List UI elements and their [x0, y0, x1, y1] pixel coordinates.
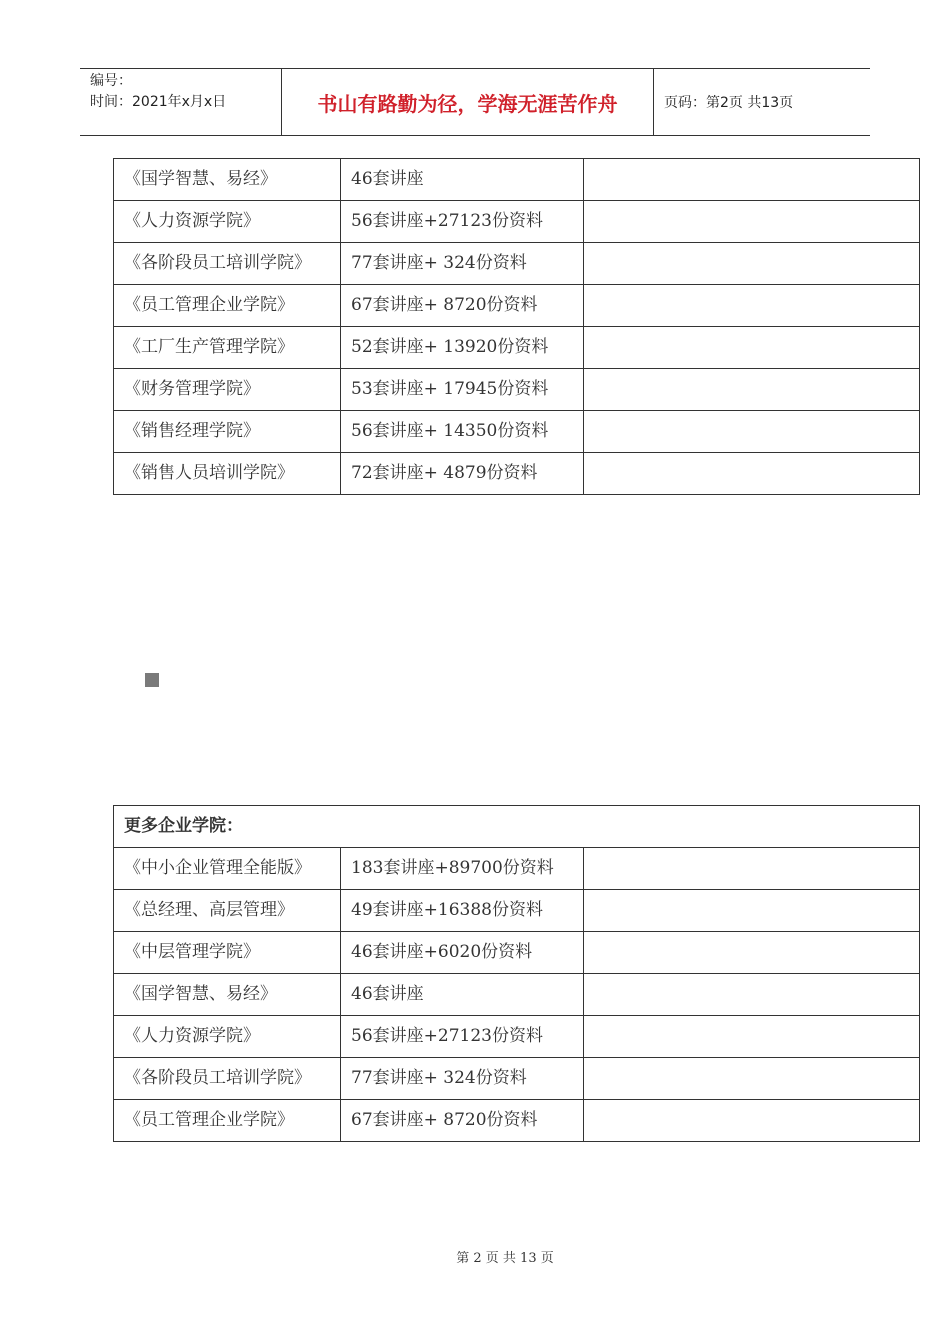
- course-note: [584, 974, 920, 1016]
- course-name: 《销售人员培训学院》: [114, 453, 341, 495]
- course-name: 《财务管理学院》: [114, 369, 341, 411]
- table-row: [114, 201, 920, 243]
- course-note: [584, 890, 920, 932]
- course-count: 77套讲座+ 324份资料: [341, 243, 584, 285]
- page-footer: 第 2 页 共 13 页: [456, 1251, 554, 1266]
- table-row: [114, 411, 920, 453]
- table-row: [114, 890, 920, 932]
- header-page-info: 页码：第2页 共13页: [664, 95, 794, 111]
- table-row: [114, 1058, 920, 1100]
- course-count: 56套讲座+27123份资料: [341, 1016, 584, 1058]
- square-bullet-icon: [145, 673, 159, 687]
- course-table-2: [113, 805, 920, 1142]
- course-name: 《人力资源学院》: [114, 201, 341, 243]
- course-count: 46套讲座+6020份资料: [341, 932, 584, 974]
- table-row: [114, 848, 920, 890]
- course-name: 《各阶段员工培训学院》: [114, 1058, 341, 1100]
- table-row: [114, 1100, 920, 1142]
- course-count: 49套讲座+16388份资料: [341, 890, 584, 932]
- course-note: [584, 159, 920, 201]
- course-note: [584, 201, 920, 243]
- page-header: [80, 68, 870, 136]
- table-row: [114, 159, 920, 201]
- course-name: 《工厂生产管理学院》: [114, 327, 341, 369]
- table-row: [114, 243, 920, 285]
- course-name: 《国学智慧、易经》: [114, 974, 341, 1016]
- table-row: [114, 369, 920, 411]
- course-count: 56套讲座+ 14350份资料: [341, 411, 584, 453]
- course-note: [584, 327, 920, 369]
- course-note: [584, 1100, 920, 1142]
- table-row: [114, 327, 920, 369]
- course-name: 《员工管理企业学院》: [114, 1100, 341, 1142]
- course-note: [584, 411, 920, 453]
- table-row: [114, 285, 920, 327]
- course-count: 67套讲座+ 8720份资料: [341, 1100, 584, 1142]
- table-row: [114, 932, 920, 974]
- course-count: 56套讲座+27123份资料: [341, 201, 584, 243]
- section-heading: 更多企业学院：: [114, 806, 920, 848]
- course-note: [584, 1058, 920, 1100]
- document-date: 时间：2021年x月x日: [90, 94, 227, 110]
- course-count: 67套讲座+ 8720份资料: [341, 285, 584, 327]
- course-name: 《员工管理企业学院》: [114, 285, 341, 327]
- course-note: [584, 932, 920, 974]
- course-table-1: [113, 158, 920, 495]
- course-count: 52套讲座+ 13920份资料: [341, 327, 584, 369]
- table-row: [114, 974, 920, 1016]
- table-heading-row: [114, 806, 920, 848]
- course-note: [584, 369, 920, 411]
- course-count: 53套讲座+ 17945份资料: [341, 369, 584, 411]
- table-row: [114, 1016, 920, 1058]
- course-count: 183套讲座+89700份资料: [341, 848, 584, 890]
- course-name: 《中小企业管理全能版》: [114, 848, 341, 890]
- course-note: [584, 243, 920, 285]
- course-count: 77套讲座+ 324份资料: [341, 1058, 584, 1100]
- course-name: 《中层管理学院》: [114, 932, 341, 974]
- course-note: [584, 1016, 920, 1058]
- table-row: [114, 453, 920, 495]
- course-note: [584, 285, 920, 327]
- course-count: 46套讲座: [341, 974, 584, 1016]
- header-motto: 书山有路勤为径，学海无涯苦作舟: [282, 69, 654, 135]
- course-name: 《总经理、高层管理》: [114, 890, 341, 932]
- course-name: 《各阶段员工培训学院》: [114, 243, 341, 285]
- course-name: 《人力资源学院》: [114, 1016, 341, 1058]
- course-count: 72套讲座+ 4879份资料: [341, 453, 584, 495]
- header-meta: [80, 69, 282, 135]
- document-number-label: 编号：: [90, 73, 132, 89]
- course-count: 46套讲座: [341, 159, 584, 201]
- course-note: [584, 848, 920, 890]
- course-name: 《国学智慧、易经》: [114, 159, 341, 201]
- course-note: [584, 453, 920, 495]
- course-name: 《销售经理学院》: [114, 411, 341, 453]
